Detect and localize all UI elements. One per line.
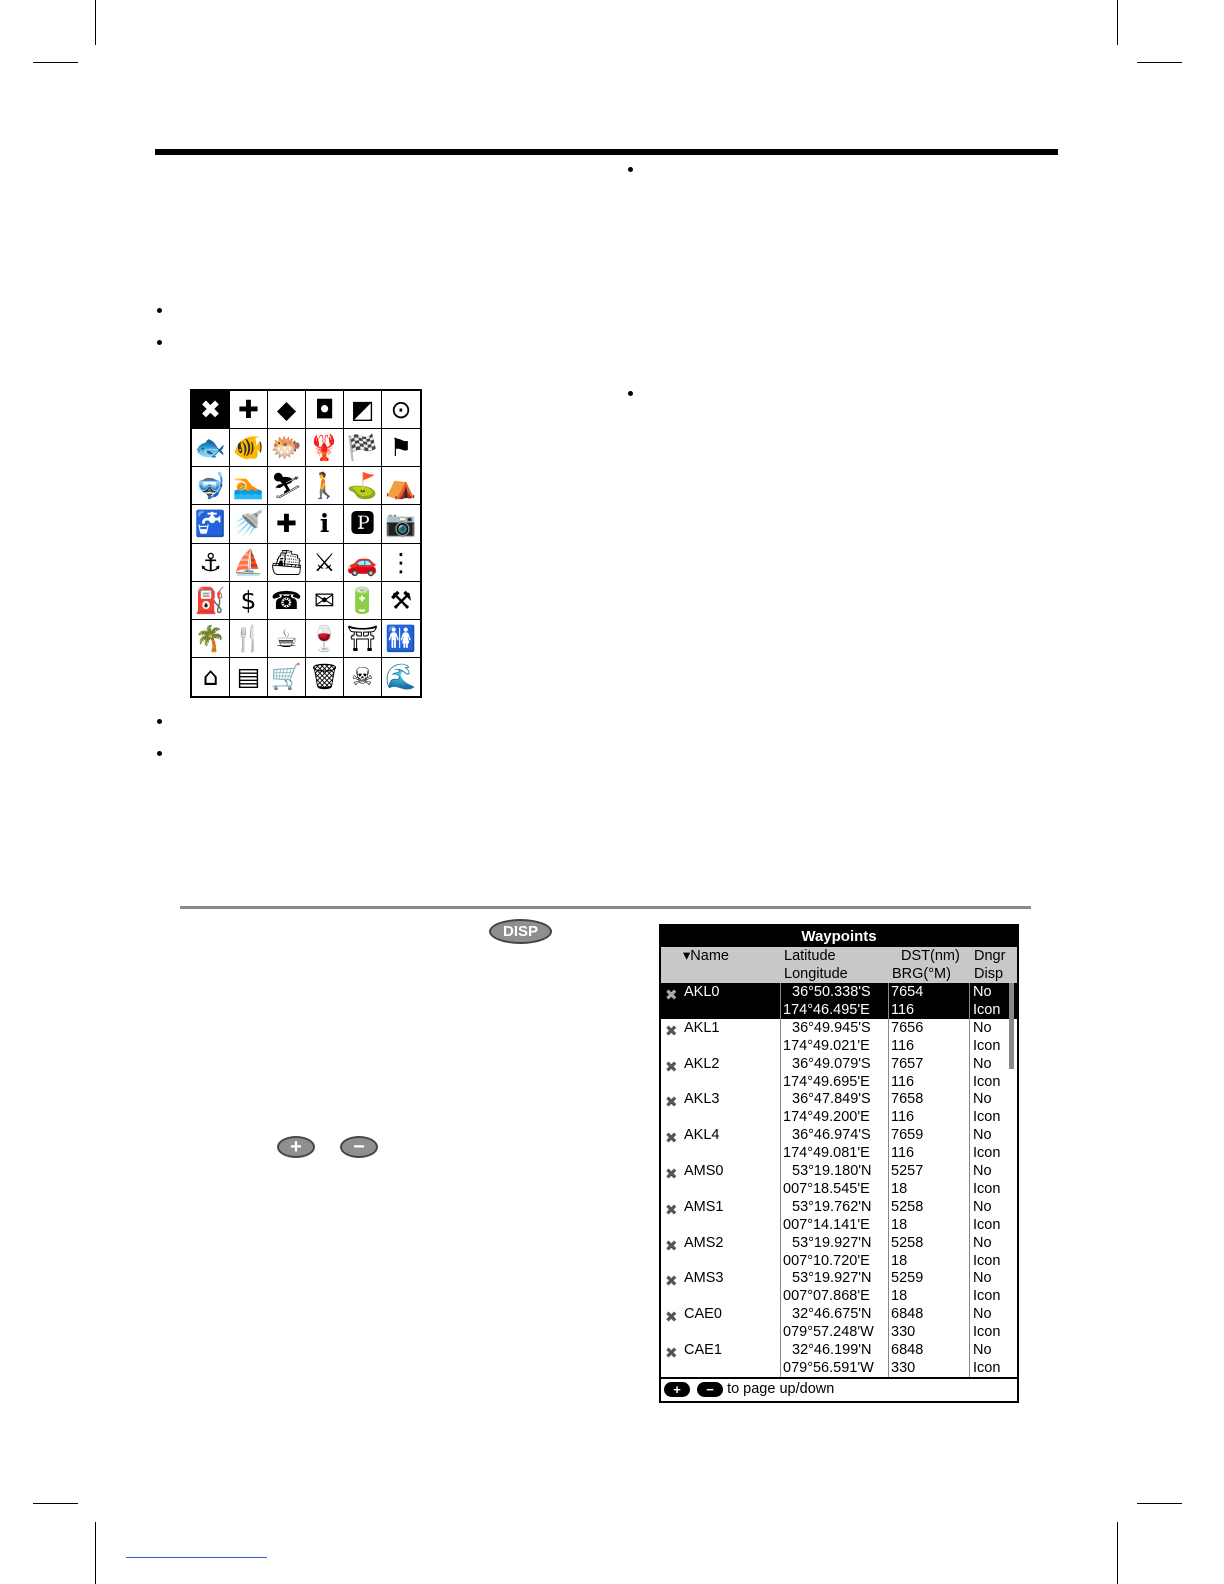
crop-mark xyxy=(1117,0,1118,45)
checkered-flag-icon[interactable]: 🏁 xyxy=(344,429,382,467)
crop-mark xyxy=(1137,1503,1182,1504)
camera-icon[interactable]: 📷 xyxy=(382,505,420,543)
waypoint-latitude: 36°49.079'S xyxy=(792,1055,871,1072)
column-divider xyxy=(888,983,889,1377)
waypoint-longitude: 174°49.200'E xyxy=(783,1109,870,1126)
restaurant-icon[interactable]: 🍴 xyxy=(230,620,268,658)
waypoint-x-icon: ✖ xyxy=(665,1344,678,1362)
longitude-column-header: Longitude xyxy=(784,966,848,982)
waypoint-danger: No xyxy=(973,1055,992,1072)
water-tap-icon[interactable]: 🚰 xyxy=(192,505,230,543)
waypoint-bearing: 18 xyxy=(891,1180,908,1197)
waypoint-row[interactable] xyxy=(661,1090,1017,1126)
crop-mark xyxy=(33,1503,78,1504)
waypoint-distance: 7657 xyxy=(891,1055,924,1072)
half-square-icon[interactable]: ◩ xyxy=(344,391,382,429)
column-divider xyxy=(969,983,970,1377)
waypoint-display: Icon xyxy=(973,1288,1001,1305)
fish-school-icon[interactable]: 🐡 xyxy=(268,429,306,467)
flag-icon[interactable]: ⚑ xyxy=(382,429,420,467)
swimming-icon[interactable]: 🏊 xyxy=(230,467,268,505)
waypoint-display: Icon xyxy=(973,1180,1001,1197)
waterski-icon[interactable]: ⛷ xyxy=(268,467,306,505)
waypoint-row[interactable] xyxy=(661,1055,1017,1091)
waypoint-row[interactable] xyxy=(661,983,1017,1019)
waypoint-x-icon: ✖ xyxy=(665,1130,678,1148)
dst-column-header: DST(nm) xyxy=(901,948,960,964)
square-icon[interactable]: ◘ xyxy=(306,391,344,429)
waypoint-longitude: 007°18.545'E xyxy=(783,1180,870,1197)
dngr-column-header: Dngr xyxy=(974,948,1006,964)
waypoint-bearing: 116 xyxy=(891,1073,915,1090)
waypoint-bearing: 116 xyxy=(891,1002,915,1018)
waypoint-name: AKL1 xyxy=(684,1019,720,1036)
waypoint-bearing: 116 xyxy=(891,1037,915,1054)
waypoints-list xyxy=(661,983,1017,1377)
list-bullet xyxy=(157,751,162,756)
waypoints-column-header xyxy=(661,947,1017,983)
waypoint-symbol-grid xyxy=(190,389,422,698)
waypoint-display: Icon xyxy=(973,1037,1001,1054)
sailboat-icon[interactable]: ⛵ xyxy=(230,544,268,582)
list-bullet xyxy=(157,308,162,313)
picnic-table-icon[interactable]: ⛩ xyxy=(344,620,382,658)
waypoint-display: Icon xyxy=(973,1359,1001,1376)
waypoints-footer xyxy=(661,1377,1017,1401)
waypoint-x-icon: ✖ xyxy=(665,1273,678,1291)
lobster-icon[interactable]: 🦞 xyxy=(306,429,344,467)
waypoint-display: Icon xyxy=(973,1002,1001,1018)
x-mark-icon[interactable]: ✖ xyxy=(192,391,230,429)
boat-ramp-icon[interactable]: ⛴ xyxy=(268,544,306,582)
waypoints-title: Waypoints xyxy=(661,926,1017,947)
footer-link-underline xyxy=(126,1557,267,1558)
plus-icon[interactable]: ✚ xyxy=(230,391,268,429)
waypoint-row[interactable] xyxy=(661,1234,1017,1270)
section-divider xyxy=(180,906,1031,909)
waypoint-x-icon: ✖ xyxy=(665,987,678,1004)
waypoint-display: Icon xyxy=(973,1252,1001,1269)
trash-can-icon[interactable]: 🗑 xyxy=(306,658,344,696)
waypoint-bearing: 18 xyxy=(891,1216,908,1233)
waypoint-x-icon: ✖ xyxy=(665,1094,678,1112)
parking-icon[interactable]: 🅿 xyxy=(344,505,382,543)
waypoint-x-icon: ✖ xyxy=(665,1309,678,1327)
information-icon[interactable]: ℹ xyxy=(306,505,344,543)
waypoint-bearing: 18 xyxy=(891,1288,908,1305)
waypoint-longitude: 007°07.868'E xyxy=(783,1288,870,1305)
shower-icon[interactable]: 🚿 xyxy=(230,505,268,543)
disp-column-header: Disp xyxy=(974,966,1004,982)
disp-button: DISP xyxy=(489,919,552,944)
waypoint-display: Icon xyxy=(973,1109,1001,1126)
waypoint-longitude: 174°46.495'E xyxy=(783,1002,870,1018)
list-bullet xyxy=(157,719,162,724)
waypoint-longitude: 079°57.248'W xyxy=(783,1324,874,1341)
waypoint-distance: 5259 xyxy=(891,1270,924,1287)
waypoint-danger: No xyxy=(973,1270,992,1287)
waypoint-name: CAE1 xyxy=(684,1341,722,1358)
waypoint-longitude: 007°10.720'E xyxy=(783,1252,870,1269)
waypoint-distance: 5258 xyxy=(891,1198,924,1215)
plus-button: + xyxy=(277,1136,315,1158)
waypoint-name: CAE0 xyxy=(684,1306,722,1323)
golf-icon[interactable]: ⛳ xyxy=(344,467,382,505)
footer-hint: to page up/down xyxy=(727,1381,835,1397)
waypoint-danger: No xyxy=(973,1091,992,1108)
page-up-icon: + xyxy=(664,1382,690,1397)
tent-icon[interactable]: ⛺ xyxy=(382,467,420,505)
waypoint-longitude: 174°49.081'E xyxy=(783,1145,870,1162)
dollar-icon[interactable]: $ xyxy=(230,582,268,620)
waypoint-bearing: 330 xyxy=(891,1359,916,1376)
man-overboard-icon[interactable]: 🌊 xyxy=(385,662,417,692)
mail-icon[interactable]: ✉ xyxy=(306,582,344,620)
fish-hook-icon[interactable]: 🐟 xyxy=(192,429,230,467)
shopping-cart-icon[interactable]: 🛒 xyxy=(268,658,306,696)
target-icon[interactable]: ⊙ xyxy=(382,391,420,429)
waypoint-display: Icon xyxy=(973,1324,1001,1341)
hiking-icon[interactable]: 🚶 xyxy=(306,467,344,505)
waypoint-latitude: 36°50.338'S xyxy=(792,984,871,1000)
waypoint-latitude: 53°19.762'N xyxy=(792,1198,872,1215)
waypoint-x-icon: ✖ xyxy=(665,1058,678,1076)
waypoint-bearing: 330 xyxy=(891,1324,916,1341)
waypoint-row[interactable] xyxy=(661,1341,1017,1377)
waypoint-latitude: 36°46.974'S xyxy=(792,1127,871,1144)
waypoint-danger: No xyxy=(973,1127,992,1144)
waypoint-longitude: 174°49.695'E xyxy=(783,1073,870,1090)
fuel-icon[interactable]: ⛽ xyxy=(192,582,230,620)
waypoint-name: AMS3 xyxy=(684,1270,724,1287)
waypoint-x-icon: ✖ xyxy=(665,1237,678,1255)
waypoint-danger: No xyxy=(973,1019,992,1036)
waypoint-danger: No xyxy=(973,1198,992,1215)
crop-mark xyxy=(1117,1522,1118,1584)
crop-mark xyxy=(1137,62,1182,63)
palm-island-icon[interactable]: 🌴 xyxy=(192,620,230,658)
restroom-icon[interactable]: 🚻 xyxy=(382,620,420,658)
first-aid-icon[interactable]: ✚ xyxy=(268,505,306,543)
waypoint-row[interactable] xyxy=(661,1269,1017,1305)
waypoint-latitude: 36°47.849'S xyxy=(792,1091,871,1108)
waypoint-latitude: 36°49.945'S xyxy=(792,1019,871,1036)
waypoint-distance: 7654 xyxy=(891,984,924,1000)
waypoint-distance: 6848 xyxy=(891,1341,924,1358)
waypoint-danger: No xyxy=(973,1341,992,1358)
waypoint-distance: 5258 xyxy=(891,1234,924,1251)
crop-mark xyxy=(95,1522,96,1584)
waypoint-name: AKL0 xyxy=(684,984,720,1000)
waypoint-x-icon: ✖ xyxy=(665,1022,678,1040)
brg-column-header: BRG(°M) xyxy=(892,966,951,982)
crop-mark xyxy=(33,62,78,63)
waypoints-panel xyxy=(659,924,1019,1403)
battery-icon[interactable]: 🔋 xyxy=(344,582,382,620)
waypoint-name: AKL2 xyxy=(684,1055,720,1072)
wine-icon[interactable]: 🍷 xyxy=(306,620,344,658)
waypoint-x-icon: ✖ xyxy=(665,1165,678,1183)
waypoint-bearing: 18 xyxy=(891,1252,908,1269)
minus-button: − xyxy=(340,1136,378,1158)
header-rule xyxy=(155,149,1058,155)
list-bullet xyxy=(157,340,162,345)
waypoint-name: AMS2 xyxy=(684,1234,724,1251)
document-icon[interactable]: ▤ xyxy=(230,658,268,696)
waypoint-danger: No xyxy=(973,1306,992,1323)
telephone-icon[interactable]: ☎ xyxy=(268,582,306,620)
crop-mark xyxy=(95,0,96,45)
waypoint-latitude: 53°19.180'N xyxy=(792,1162,872,1179)
tools-icon[interactable]: ⚒ xyxy=(382,582,420,620)
waypoint-latitude: 53°19.927'N xyxy=(792,1234,872,1251)
waypoint-latitude: 32°46.199'N xyxy=(792,1341,872,1358)
waypoint-row[interactable] xyxy=(661,1162,1017,1198)
waypoint-name: AKL4 xyxy=(684,1127,720,1144)
waypoint-distance: 7656 xyxy=(891,1019,924,1036)
list-bullet xyxy=(628,391,633,396)
skull-crossbones-icon[interactable]: ☠ xyxy=(344,658,382,696)
column-divider xyxy=(780,983,781,1377)
fish-outline-icon[interactable]: 🐠 xyxy=(230,429,268,467)
waypoint-danger: No xyxy=(973,1162,992,1179)
house-icon[interactable]: ⌂ xyxy=(192,658,230,696)
waypoint-bearing: 116 xyxy=(891,1145,915,1162)
waypoint-name: AMS1 xyxy=(684,1198,724,1215)
waypoint-distance: 7659 xyxy=(891,1127,924,1144)
waypoint-longitude: 007°14.141'E xyxy=(783,1216,870,1233)
latitude-column-header: Latitude xyxy=(784,948,836,964)
waypoint-display: Icon xyxy=(973,1073,1001,1090)
waypoint-row[interactable] xyxy=(661,1305,1017,1341)
waypoint-danger: No xyxy=(973,984,992,1000)
waypoint-row[interactable] xyxy=(661,1198,1017,1234)
waypoint-distance: 5257 xyxy=(891,1162,924,1179)
car-icon[interactable]: 🚗 xyxy=(344,544,382,582)
waypoint-name: AMS0 xyxy=(684,1162,724,1179)
waypoint-distance: 6848 xyxy=(891,1306,924,1323)
road-icon[interactable]: ⋮ xyxy=(382,544,420,582)
waypoint-latitude: 32°46.675'N xyxy=(792,1306,872,1323)
waypoint-danger: No xyxy=(973,1234,992,1251)
list-bullet xyxy=(628,167,633,172)
wreck-icon[interactable]: ⚔ xyxy=(306,544,344,582)
waypoint-distance: 7658 xyxy=(891,1091,924,1108)
waypoint-row[interactable] xyxy=(661,1126,1017,1162)
waypoint-display: Icon xyxy=(973,1216,1001,1233)
waypoint-longitude: 079°56.591'W xyxy=(783,1359,874,1376)
scrollbar-thumb[interactable] xyxy=(1009,983,1014,1069)
waypoint-latitude: 53°19.927'N xyxy=(792,1270,872,1287)
waypoint-longitude: 174°49.021'E xyxy=(783,1037,870,1054)
waypoint-display: Icon xyxy=(973,1145,1001,1162)
waypoint-bearing: 116 xyxy=(891,1109,915,1126)
diving-mask-icon[interactable]: 🤿 xyxy=(192,467,230,505)
waypoint-name: AKL3 xyxy=(684,1091,720,1108)
name-column-header[interactable]: ▾Name xyxy=(683,948,729,964)
drink-icon[interactable]: ☕ xyxy=(268,620,306,658)
waypoint-row[interactable] xyxy=(661,1019,1017,1055)
page-down-icon: − xyxy=(697,1382,723,1397)
anchor-icon[interactable]: ⚓ xyxy=(192,544,230,582)
waypoint-x-icon: ✖ xyxy=(665,1201,678,1219)
diamond-icon[interactable]: ◆ xyxy=(268,391,306,429)
